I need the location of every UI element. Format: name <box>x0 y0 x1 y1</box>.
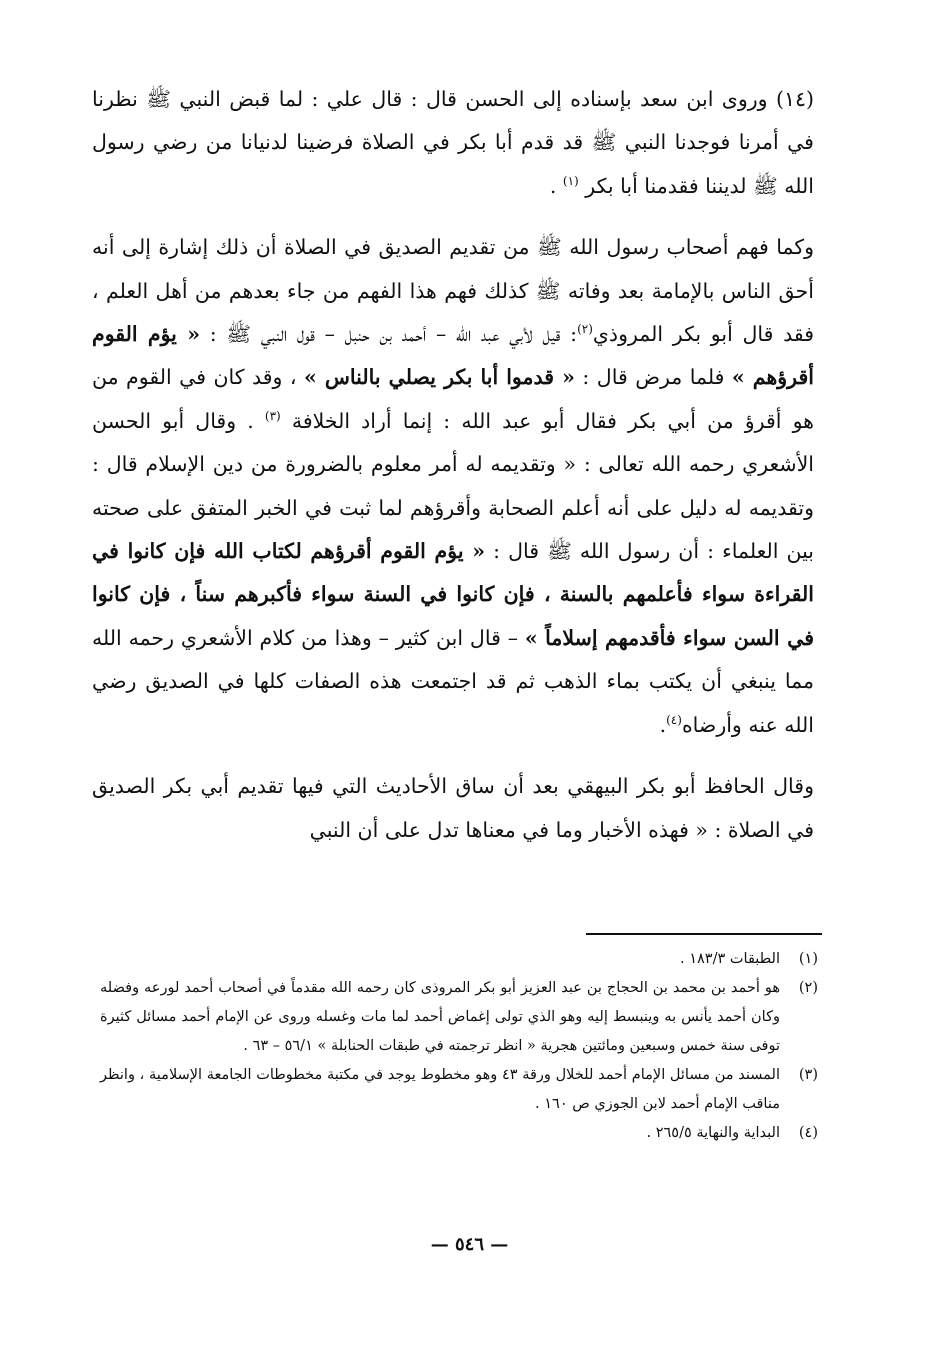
footnote-number: (٣) <box>798 1067 818 1083</box>
page-number: — ٥٤٦ — <box>430 1234 509 1255</box>
footnote-text: المسند من مسائل الإمام أحمد للخلال ورقة ٤٣ وهو مخطوط يوجد في مكتبة مخطوطات الجامعة الإسلامية ، وانظر مناقب الإمام أحمد لابن الجوزي ص ١٦٠ . <box>100 1067 780 1112</box>
footnote-ref-1: (١) <box>562 173 579 188</box>
footnote-1 <box>100 945 818 974</box>
hadith-quote-3: « يؤم القوم أقرؤهم لكتاب الله فإن كانوا في القراءة سواء فأعلمهم بالسنة ، فإن كانوا في السنة سواء فأكبرهم سناً ، فإن كانوا في السن سواء فأقدمهم إسلاماً » <box>92 539 814 650</box>
paragraph-1 <box>92 78 814 208</box>
footnote-text: هو أحمد بن محمد بن الحجاج بن عبد العزيز أبو بكر المروذى كان رحمه الله مقدماً في أصحاب أحمد لورعه وفضله وكان أحمد يأنس به وينبسط إليه وهو الذي تولى إغماض أحمد لما مات وغسله وروى عن الإمام أحمد مسائل كثيرة توفى سنة خمس وسبعين ومائتين هجرية « انظر ترجمته في طبقات الحنابلة » ٥٦/١ – ٦٣ . <box>100 980 780 1054</box>
paragraph-2-part-2: : قيل لأبي عبد الله – أحمد بن حنبل – قول النبي ﷺ : <box>200 322 578 347</box>
footnote-ref-3: (٣) <box>264 409 281 424</box>
footnote-3 <box>100 1061 818 1119</box>
footnote-4 <box>100 1119 818 1148</box>
paragraph-2-part-1: وكما فهم أصحاب رسول الله ﷺ من تقديم الصديق في الصلاة أن ذلك إشارة إلى أنه أحق الناس بالإمامة بعد وفاته ﷺ كذلك فهم هذا الفهم من جاء بعدهم من أهل العلم ، فقد قال أبو بكر المروذي <box>92 235 814 347</box>
main-text <box>92 78 814 852</box>
footnotes <box>100 945 818 1148</box>
hadith-quote-2: « قدموا أبا بكر يصلي بالناس » <box>304 365 575 390</box>
paragraph-2-part-5: . وقال أبو الحسن الأشعري رحمه الله تعالى : « وتقديمه له أمر معلوم بالضرورة من دين الإسلام قال : وتقديمه له دليل على أنه أعلم الصحابة وأقرؤهم لما ثبت في الخبر المتفق على صحته بين العلماء : أن رسول الله ﷺ قال : <box>92 408 814 564</box>
footnote-separator <box>586 933 822 935</box>
footnote-text: البداية والنهاية ٢٦٥/٥ . <box>646 1125 780 1141</box>
paragraph-2 <box>92 226 814 747</box>
paragraph-2-end: . <box>659 712 667 737</box>
paragraph-1-end: . <box>549 173 563 198</box>
paragraph-3 <box>92 765 814 852</box>
paragraph-2-part-3: فلما مرض قال : <box>574 365 732 390</box>
footnote-text: الطبقات ١٨٣/٣ . <box>680 951 780 967</box>
paragraph-3-text: وقال الحافظ أبو بكر البيهقي بعد أن ساق الأحاديث التي فيها تقديم أبي بكر الصديق في الصلاة : « فهذه الأخبار وما في معناها تدل على أن النبي <box>92 774 814 842</box>
paragraph-2-part-4: ، وقد كان في القوم من هو أقرؤ من أبي بكر فقال أبو عبد الله : إنما أراد الخلافة <box>92 365 814 433</box>
footnote-number: (٢) <box>798 980 818 996</box>
hadith-quote-1: « يؤم القوم أقرؤهم » <box>92 322 814 390</box>
footnote-ref-4: (٤) <box>666 712 682 727</box>
paragraph-1-text: (١٤) وروى ابن سعد بإسناده إلى الحسن قال : قال علي : لما قبض النبي ﷺ نظرنا في أمرنا فوجدنا النبي ﷺ قد قدم أبا بكر في الصلاة فرضينا لدنيانا من رضي رسول الله ﷺ لديننا فقدمنا أبا بكر <box>92 87 814 198</box>
footnote-ref-2: (٢) <box>577 322 593 337</box>
footnote-number: (٤) <box>798 1125 818 1141</box>
footnote-2 <box>100 974 818 1061</box>
footnote-number: (١) <box>798 951 818 967</box>
paragraph-2-part-6: – قال ابن كثير – وهذا من كلام الأشعري رحمه الله مما ينبغي أن يكتب بماء الذهب ثم قد اجتمعت هذه الصفات كلها في الصديق رضي الله عنه وأرضاه <box>92 625 814 737</box>
